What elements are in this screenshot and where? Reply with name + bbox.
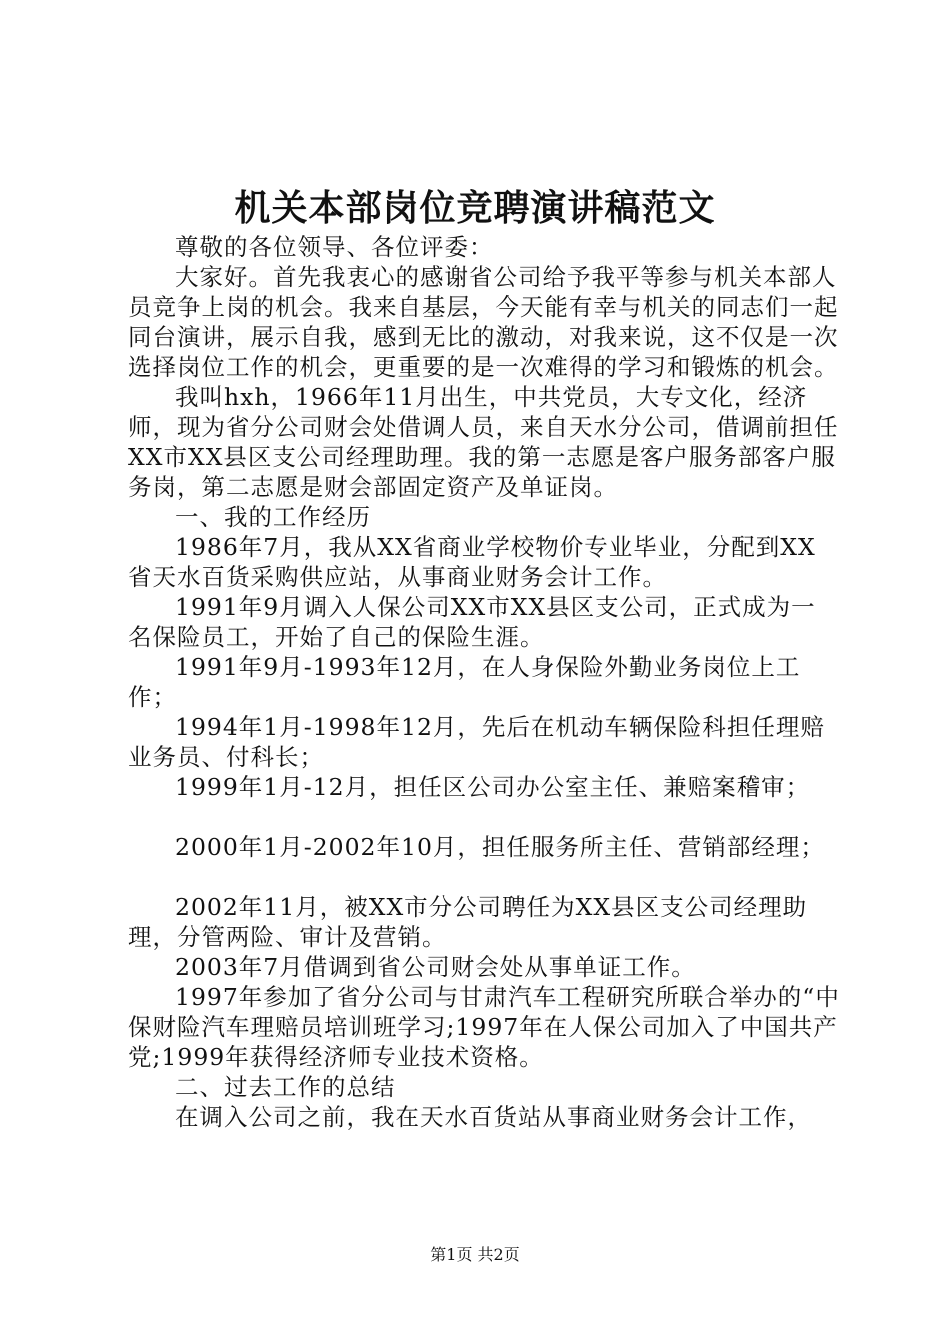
paragraph-1991-1993: 1991年9月-1993年12月，在人身保险外勤业务岗位上工作； [128, 653, 801, 711]
paragraph-2000-2002: 2000年1月-2002年10月，担任服务所主任、营销部经理； [175, 833, 825, 861]
paragraph-2003: 2003年7月借调到省公司财会处从事单证工作。 [175, 953, 696, 981]
paragraph-1999: 1999年1月-12月，担任区公司办公室主任、兼赔案稽审； [175, 773, 811, 801]
section-heading-work-history: 一、我的工作经历 [175, 503, 371, 531]
paragraph-summary-start: 在调入公司之前，我在天水百货站从事商业财务会计工作， [175, 1103, 812, 1131]
page-number-footer: 第1页 共2页 [430, 1245, 520, 1264]
paragraph-greeting: 大家好。首先我衷心的感谢省公司给予我平等参与机关本部人员竞争上岗的机会。我来自基层，今天能有幸与机关的同志们一起同台演讲，展示自我，感到无比的激动，对我来说，这不仅是一次选择岗位工作的机会，更重要的是一次难得的学习和锻炼的机会。 [128, 263, 839, 381]
section-heading-summary: 二、过去工作的总结 [175, 1073, 396, 1101]
paragraph-1991: 1991年9月调入人保公司XX市XX县区支公司，正式成为一名保险员工，开始了自己的保险生涯。 [128, 593, 816, 651]
paragraph-1997-1999: 1997年参加了省分公司与甘肃汽车工程研究所联合举办的“中保财险汽车理赔员培训班学习;1997年在人保公司加入了中国共产党;1999年获得经济师专业技术资格。 [128, 983, 840, 1071]
paragraph-self-intro: 我叫hxh，1966年11月出生，中共党员，大专文化，经济师，现为省分公司财会处借调人员，来自天水分公司，借调前担任XX市XX县区支公司经理助理。我的第一志愿是客户服务部客户服务岗，第二志愿是财会部固定资产及单证岗。 [128, 383, 839, 501]
document-body [128, 232, 840, 1132]
paragraph-2002: 2002年11月，被XX市分公司聘任为XX县区支公司经理助理，分管两险、审计及营销。 [128, 893, 808, 951]
paragraph-salutation: 尊敬的各位领导、各位评委： [175, 233, 494, 261]
document-title: 机关本部岗位竞聘演讲稿范文 [234, 187, 716, 229]
paragraph-1986: 1986年7月，我从XX省商业学校物价专业毕业，分配到XX省天水百货采购供应站，从事商业财务会计工作。 [128, 533, 816, 591]
paragraph-1994-1998: 1994年1月-1998年12月，先后在机动车辆保险科担任理赔业务员、付科长； [128, 713, 825, 771]
